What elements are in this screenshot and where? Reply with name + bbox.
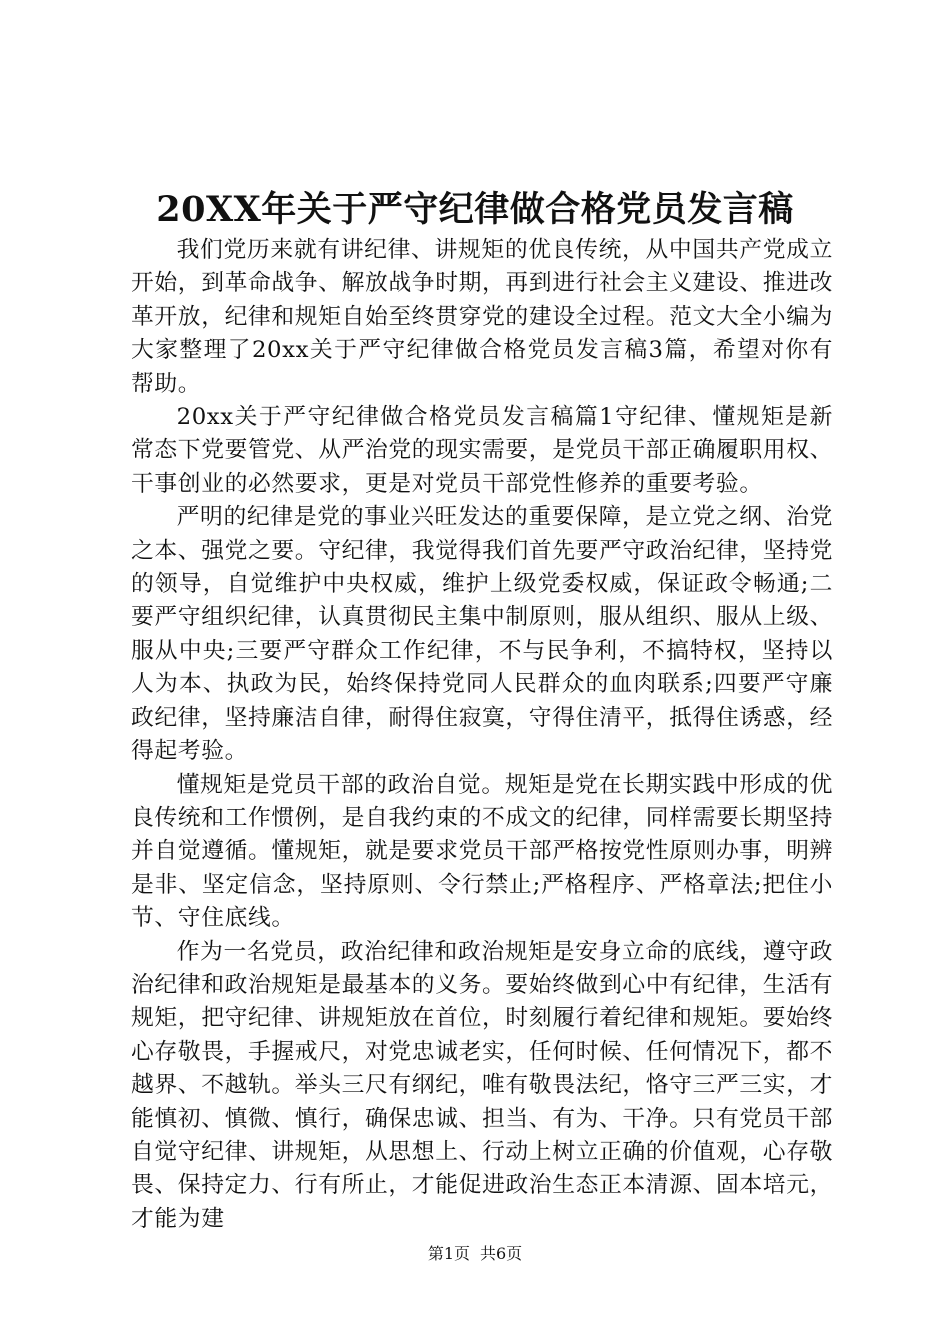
- page-number: 第1页: [427, 1244, 470, 1263]
- page-total: 共6页: [480, 1244, 523, 1263]
- document-title: 20XX年关于严守纪律做合格党员发言稿: [156, 189, 794, 230]
- paragraph: 严明的纪律是党的事业兴旺发达的重要保障，是立党之纲、治党之本、强党之要。守纪律，我觉得我们首先要严守政治纪律，坚持党的领导，自觉维护中央权威，维护上级党委权威，保证政令畅通;二要严守组织纪律，认真贯彻民主集中制原则，服从组织、服从上级、服从中央;三要严守群众工作纪律，不与民争利，不搞特权，坚持以人为本、执政为民，始终保持党同人民群众的血肉联系;四要严守廉政纪律，坚持廉洁自律，耐得住寂寞，守得住清平，抵得住诱惑，经得起考验。: [131, 504, 833, 765]
- paragraph: 我们党历来就有讲纪律、讲规矩的优良传统，从中国共产党成立开始，到革命战争、解放战争时期，再到进行社会主义建设、推进改革开放，纪律和规矩自始至终贯穿党的建设全过程。范文大全小编为大家整理了20xx关于严守纪律做合格党员发言稿3篇，希望对你有帮助。: [131, 237, 833, 397]
- document-body: [131, 234, 833, 1236]
- page-footer: [0, 1242, 950, 1266]
- paragraph: 20xx关于严守纪律做合格党员发言稿篇1守纪律、懂规矩是新常态下党要管党、从严治党的现实需要，是党员干部正确履职用权、干事创业的必然要求，更是对党员干部党性修养的重要考验。: [131, 404, 833, 497]
- paragraph: 懂规矩是党员干部的政治自觉。规矩是党在长期实践中形成的优良传统和工作惯例，是自我约束的不成文的纪律，同样需要长期坚持并自觉遵循。懂规矩，就是要求党员干部严格按党性原则办事，明辨是非、坚定信念，坚持原则、令行禁止;严格程序、严格章法;把住小节、守住底线。: [131, 771, 833, 932]
- paragraph: 作为一名党员，政治纪律和政治规矩是安身立命的底线，遵守政治纪律和政治规矩是最基本的义务。要始终做到心中有纪律，生活有规矩，把守纪律、讲规矩放在首位，时刻履行着纪律和规矩。要始终心存敬畏，手握戒尺，对党忠诚老实，任何时候、任何情况下，都不越界、不越轨。举头三尺有纲纪，唯有敬畏法纪，恪守三严三实，才能慎初、慎微、慎行，确保忠诚、担当、有为、干净。只有党员干部自觉守纪律、讲规矩，从思想上、行动上树立正确的价值观，心存敬畏、保持定力、行有所止，才能促进政治生态正本清源、固本培元，才能为建: [131, 938, 833, 1232]
